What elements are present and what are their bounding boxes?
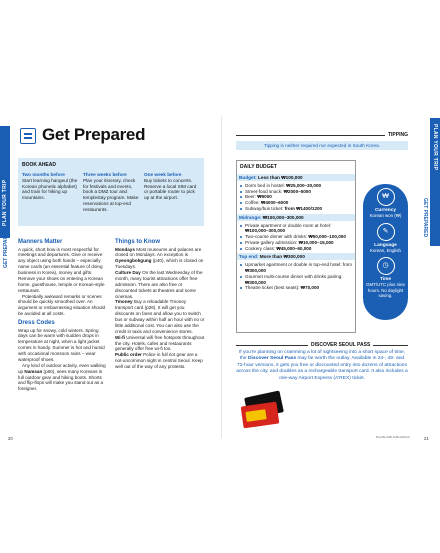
item-text: Subway/bus ticket: bbox=[245, 205, 285, 211]
dress-paragraph bbox=[18, 363, 108, 392]
clock-icon: ◷ bbox=[377, 257, 395, 275]
tipping-note: Tipping is neither required nor expected in South Korea. bbox=[236, 141, 408, 150]
discover-pass-heading: DISCOVER SEOUL PASS bbox=[308, 342, 373, 348]
book-ahead-text: Buy tickets to concerts. Reserve a local SIM card or portable router to pick up at the airport. bbox=[144, 177, 197, 201]
list-item bbox=[240, 285, 352, 291]
text-run: Buy a reloadable Tmoney transport card (p26). It will get you discounts on fares and allow you to switch bus or subway within half an hour with no or little additional cost. You can also use the credit in taxis and convenience stores. bbox=[115, 299, 205, 334]
list-item bbox=[240, 206, 352, 212]
side-tab-label: PLAN YOUR TRIP bbox=[2, 179, 8, 226]
fact-value: Korean won (₩) bbox=[369, 213, 402, 218]
text-run: Police in full riot gear are a not-uncommon sight in central Seoul. Keep well out of the way of any protests. bbox=[115, 352, 203, 369]
fact-label: Time bbox=[379, 277, 392, 282]
book-ahead-column bbox=[83, 172, 139, 213]
budget-tier bbox=[237, 214, 355, 221]
manners-paragraph: Potentially awkward remarks or scenes should be quickly smoothed over. An argument or embarrassing situation should be avoided at all costs. bbox=[18, 293, 106, 317]
dress-heading: Dress Codes bbox=[18, 320, 55, 326]
section-marker-left: GET PREPARED bbox=[3, 228, 9, 268]
list-item bbox=[240, 223, 352, 234]
item-text: Street-food snack: bbox=[245, 188, 284, 194]
side-tab-left[interactable] bbox=[0, 126, 10, 238]
tier-label: Top end: bbox=[239, 254, 259, 260]
page-title: Get Prepared bbox=[42, 125, 146, 144]
book-ahead-text: Start learning hangeul (the Korean phonetic alphabet) and train for hiking up mountains. bbox=[22, 177, 78, 201]
divider bbox=[236, 135, 408, 136]
item-text: Cookery class: bbox=[245, 245, 277, 251]
item-price: ₩10,000–15,000 bbox=[298, 239, 334, 245]
tier-value: More than ₩300,000 bbox=[259, 254, 305, 260]
book-ahead-heading: Two months before bbox=[22, 172, 65, 177]
text-run: If you're planning on cramming a lot of sightseeing into a short space of time, the bbox=[238, 350, 406, 362]
fact-label: Currency bbox=[374, 208, 397, 213]
item-price: ₩100,000–300,000 bbox=[245, 228, 286, 234]
budget-tier bbox=[237, 174, 355, 181]
budget-list bbox=[240, 183, 352, 212]
item-title: Public order bbox=[115, 352, 142, 358]
pass-name: Discover Seoul Pass bbox=[248, 356, 297, 362]
item-text: Upmarket apartment or double in top-end hotel: from bbox=[245, 262, 352, 268]
place-link[interactable]: Gyeongbokgung bbox=[115, 258, 152, 264]
fact-currency bbox=[363, 188, 408, 219]
book-ahead-text: Plan your itinerary, check for festivals and events, book a DMZ tour and templestay program. Make reservations at top-end restaurants. bbox=[83, 177, 139, 213]
text-run: Universal wifi free hotspots throughout the city. Hotels, cafes and restaurants generally offer free wi-fi too. bbox=[115, 334, 205, 352]
list-item bbox=[240, 262, 352, 273]
item-text: Two-course dinner with drinks: bbox=[245, 234, 309, 240]
tier-label: Budget: bbox=[239, 175, 257, 180]
discover-pass-header bbox=[236, 342, 408, 348]
item-title: Culture Day bbox=[115, 270, 141, 275]
book-ahead-box bbox=[18, 158, 204, 226]
things-heading: Things to Know bbox=[115, 239, 160, 245]
text-run: On the last Wednesday of the month, many tourist attractions offer free admission. There are also free or discounted tickets at theatres and some cinemas. bbox=[115, 270, 203, 299]
list-item bbox=[240, 274, 352, 285]
page-gutter bbox=[221, 116, 222, 438]
page-number-right: 21 bbox=[424, 436, 429, 441]
column-manners-dress bbox=[18, 239, 108, 392]
book-ahead-column bbox=[144, 172, 200, 213]
item-price: ₩25,000–30,000 bbox=[286, 183, 322, 188]
list-item bbox=[240, 246, 352, 252]
discover-pass-text bbox=[236, 350, 408, 382]
daily-budget-box bbox=[236, 160, 356, 333]
tipping-heading: TIPPING bbox=[385, 132, 408, 138]
text-run: Most museums and palaces are closed on Mondays. An exception is bbox=[115, 246, 202, 258]
item-text: Coffee: bbox=[245, 200, 262, 206]
things-item bbox=[115, 270, 205, 299]
fact-value: GMT/UTC plus nine hours. No daylight saving. bbox=[366, 282, 405, 298]
item-price: ₩45,000–60,000 bbox=[276, 245, 312, 251]
item-title: Wi-fi bbox=[115, 334, 125, 340]
things-item bbox=[115, 352, 205, 370]
item-price: from ₩1400/1200 bbox=[284, 205, 323, 211]
item-text: Gourmet multi-course dinner with drinks pairing: bbox=[245, 273, 343, 279]
things-item bbox=[115, 299, 205, 334]
item-title: Tmoney bbox=[115, 299, 133, 305]
section-marker-right: GET PREPARED bbox=[422, 198, 428, 238]
things-item bbox=[115, 335, 205, 353]
item-price: ₩4000–6000 bbox=[261, 200, 289, 206]
book-ahead-heading: One week before bbox=[144, 172, 182, 177]
text-run: (p40), which is closed on Tuesdays. bbox=[115, 258, 204, 270]
currency-icon: ₩ bbox=[377, 188, 395, 206]
fact-label: Language bbox=[374, 242, 397, 248]
book-ahead-heading: Three weeks before bbox=[83, 172, 127, 177]
pass-card bbox=[241, 402, 280, 429]
manners-paragraph: A quick, short bow is most respectful for meetings and departures. Give or receive any object using both hands – especially name cards (an essential feature of doing business in Korea), money and gifts. Remove your shoes on entering a Korean home, guesthouse, temple or Korean-style restaurant. bbox=[18, 246, 105, 293]
fact-value: Korean, English bbox=[370, 247, 401, 253]
footer-url: BLAHBLAHBLAHBLAHBLAH bbox=[376, 436, 410, 439]
tipping-header bbox=[236, 132, 408, 138]
dress-paragraph: Wrap up for snowy, cold winters. Spring days can be warm with sudden drops in temperature at night, when a light jacket comes in handy. Summer is hot and humid with occasional monsoon rains – wear waterproof shoes. bbox=[18, 327, 105, 362]
fact-language bbox=[363, 223, 408, 254]
item-price: ₩70,000 bbox=[300, 285, 320, 291]
budget-list bbox=[240, 223, 352, 252]
item-text: Beer: bbox=[245, 194, 258, 200]
place-link[interactable]: Namsan bbox=[24, 368, 43, 374]
item-price: ₩50,000–100,000 bbox=[308, 234, 346, 240]
text-run: may be worth the outlay. Available in 24-, 48- and 72-hour versions, it gets you free or discounted entry into dozens of attractions across the city, and doubles as a rechargeable transport card. It also includes a one-way Airport Express (A'REX) ticket. bbox=[236, 356, 408, 381]
language-icon: ✎ bbox=[377, 223, 395, 241]
item-text: Private apartment or double room at hotel: bbox=[245, 222, 332, 228]
book-ahead-title: BOOK AHEAD bbox=[22, 162, 56, 168]
manners-heading: Manners Matter bbox=[18, 239, 63, 245]
item-text: Private gallery admission: bbox=[245, 239, 299, 245]
quick-facts-panel bbox=[363, 184, 408, 320]
text-run: Any kind of outdoor activity, even walking up bbox=[18, 362, 106, 374]
text-run: (p60), sees many Koreans in full outdoor gear and hiking boots. Shorts and flip-flops will make you stand out as a foreigner. bbox=[18, 368, 104, 392]
things-item bbox=[115, 247, 205, 271]
column-things-to-know bbox=[115, 239, 205, 370]
item-price: ₩300,000 bbox=[245, 279, 266, 285]
page-number-left: 20 bbox=[8, 436, 13, 441]
item-price: ₩5000 bbox=[257, 194, 272, 200]
fact-time bbox=[363, 257, 408, 299]
checklist-icon bbox=[20, 128, 36, 144]
tier-label: Midrange: bbox=[239, 214, 262, 220]
item-price: ₩2000–5000 bbox=[283, 188, 311, 194]
tier-value: Less than ₩100,000 bbox=[258, 175, 303, 180]
budget-list bbox=[240, 262, 352, 291]
item-price: ₩300,000 bbox=[245, 268, 266, 274]
seoul-pass-cards-image bbox=[240, 392, 284, 430]
side-tab-right[interactable] bbox=[430, 118, 440, 246]
tier-value: ₩100,000–300,000 bbox=[262, 214, 304, 220]
side-tab-label: PLAN YOUR TRIP bbox=[432, 124, 438, 171]
book-ahead-column bbox=[22, 172, 78, 213]
budget-title: DAILY BUDGET bbox=[240, 164, 277, 170]
item-title: Mondays bbox=[115, 246, 135, 252]
item-text: Dorm bed in hostel: bbox=[245, 183, 287, 188]
budget-tier bbox=[237, 253, 355, 260]
item-text: Theatre ticket (best seats): bbox=[245, 285, 301, 291]
